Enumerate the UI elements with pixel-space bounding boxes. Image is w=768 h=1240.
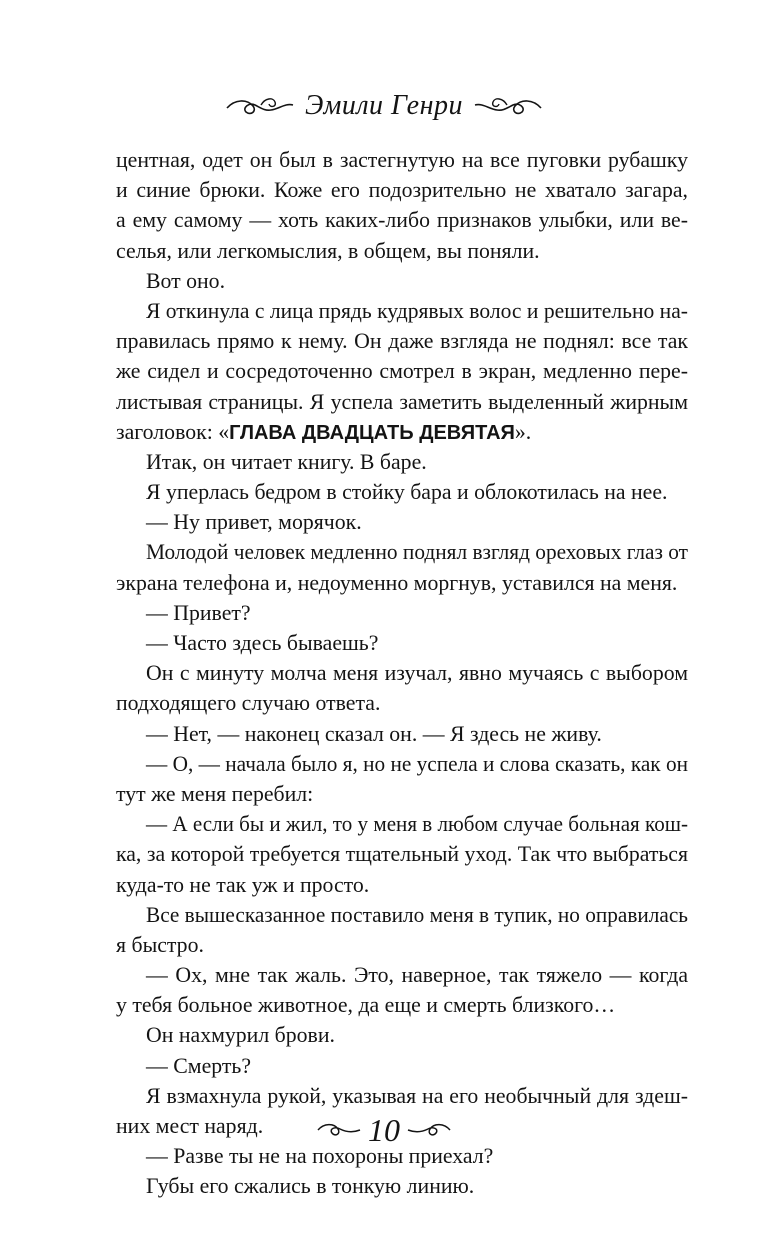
text-line [116, 145, 688, 175]
text-line-content: центная, одет он был в застегнутую на все пуговки рубашку [116, 148, 688, 172]
text-line [116, 175, 688, 205]
text-line [116, 236, 688, 266]
page-number: 10 [368, 1111, 400, 1148]
text-line [116, 568, 688, 598]
text-line [116, 266, 688, 296]
page-footer [0, 1110, 768, 1150]
text-line-content: них мест наряд. [116, 1114, 264, 1138]
text-line [116, 417, 688, 447]
text-line [116, 930, 688, 960]
text-line-content: Я откинула с лица прядь кудрявых волос и решительно на- [146, 298, 688, 323]
text-line-content: экрана телефона и, недоуменно моргнув, уставился на меня. [116, 570, 678, 595]
text-line-content: — Привет? [146, 600, 251, 625]
text-line [116, 960, 688, 990]
left-flourish-ornament [225, 93, 295, 119]
text-line-content: — Разве ты не на похороны приехал? [146, 1144, 494, 1169]
text-line-content: Он нахмурил брови. [146, 1023, 335, 1048]
text-line [116, 296, 688, 326]
text-line [116, 205, 688, 235]
text-line [116, 598, 688, 628]
text-line-content: а ему самому — хоть каких-либо признаков улыбки, или ве- [116, 208, 688, 233]
text-line-content: — Ох, мне так жаль. Это, наверное, так тяжело — когда [146, 963, 688, 988]
text-line-content: селья, или легкомыслия, в общем, вы поняли. [116, 238, 540, 263]
text-line [116, 809, 688, 839]
text-line-content: — Ну привет, морячок. [146, 510, 362, 535]
text-line [116, 658, 688, 688]
text-line-content: листывая страницы. Я успела заметить выделенный жирным [116, 389, 688, 414]
text-line [116, 628, 688, 658]
bold-chapter-heading: ГЛАВА ДВАДЦАТЬ ДЕВЯТАЯ [229, 421, 515, 444]
text-line [116, 749, 688, 779]
text-line-content: — О, — начала было я, но не успела и слова сказать, как он [146, 751, 688, 776]
text-line [116, 900, 688, 930]
text-line-content: Молодой человек медленно поднял взгляд ореховых глаз от [146, 540, 688, 565]
text-line-content: правилась прямо к нему. Он даже взгляда не поднял: все так [116, 329, 688, 354]
text-line [116, 1081, 688, 1111]
text-line-content: Он с минуту молча меня изучал, явно мучаясь с выбором [146, 661, 688, 686]
text-line-content: Итак, он читает книгу. В баре. [146, 449, 427, 474]
text-line-content: я быстро. [116, 932, 204, 957]
text-line-content: Губы его сжались в тонкую линию. [146, 1174, 475, 1199]
text-line [116, 1020, 688, 1050]
text-line [116, 719, 688, 749]
text-line-content: же сидел и сосредоточенно смотрел в экран, медленно пере- [116, 359, 688, 384]
text-line [116, 356, 688, 386]
text-line-content: подходящего случаю ответа. [116, 691, 381, 716]
text-line [116, 326, 688, 356]
text-line [116, 870, 688, 900]
text-line-content: Я уперлась бедром в стойку бара и облокотилась на нее. [146, 480, 668, 505]
text-fragment: ». [514, 419, 532, 444]
running-header [0, 86, 768, 126]
text-line-content: у тебя больное животное, да еще и смерть близкого… [116, 993, 616, 1018]
text-line-content: — Нет, — наконец сказал он. — Я здесь не живу. [146, 721, 602, 746]
text-line-content: Вот оно. [146, 268, 226, 293]
text-line [116, 477, 688, 507]
text-line [116, 387, 688, 417]
text-line-content: Я взмахнула рукой, указывая на его необычный для здеш- [146, 1083, 688, 1108]
text-line [116, 447, 688, 477]
text-line [116, 1051, 688, 1081]
text-fragment: заголовок: « [116, 419, 230, 444]
text-line [116, 507, 688, 537]
text-line-content: куда-то не так уж и просто. [116, 872, 370, 897]
text-line-content: Все вышесказанное поставило меня в тупик, но оправилась [146, 902, 688, 927]
text-line-content: тут же меня перебил: [116, 781, 314, 806]
text-line [116, 688, 688, 718]
text-line-content: ка, за которой требуется тщательный уход. Так что выбраться [116, 842, 688, 867]
text-line [116, 990, 688, 1020]
text-line [116, 537, 688, 567]
running-title: Эмили Генри [305, 90, 463, 121]
right-footer-flourish [406, 1120, 452, 1140]
right-flourish-ornament [473, 93, 543, 119]
body-text [116, 145, 688, 1202]
left-footer-flourish [316, 1120, 362, 1140]
text-line [116, 1171, 688, 1201]
text-line-content [116, 417, 531, 448]
text-line [116, 779, 688, 809]
text-line [116, 839, 688, 869]
text-line-content: — Часто здесь бываешь? [146, 631, 379, 655]
text-line-content: и синие брюки. Коже его подозрительно не хватало загара, [116, 178, 688, 203]
text-line-content: — А если бы и жил, то у меня в любом случае больная кош- [146, 812, 688, 837]
text-line-content: — Смерть? [146, 1053, 252, 1078]
